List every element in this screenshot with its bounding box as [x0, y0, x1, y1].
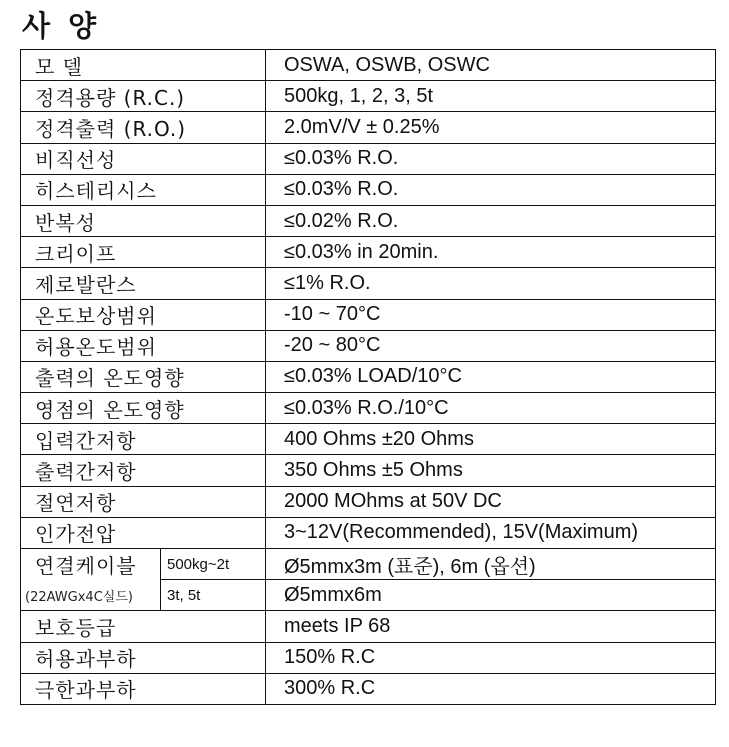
- table-row: [21, 673, 716, 704]
- spec-value: -10 ~ 70°C: [266, 299, 716, 330]
- spec-value: meets IP 68: [266, 611, 716, 642]
- table-row: [21, 112, 716, 143]
- spec-value: ≤0.03% in 20min.: [266, 237, 716, 268]
- spec-value: ≤0.03% R.O./10°C: [266, 393, 716, 424]
- spec-table: [20, 49, 716, 705]
- spec-label: 인가전압: [21, 517, 266, 548]
- table-row: [21, 299, 716, 330]
- spec-label: 히스테리시스: [21, 174, 266, 205]
- table-row: [21, 549, 716, 580]
- cable-capacity: 3t, 5t: [161, 580, 266, 611]
- spec-value: 350 Ohms ±5 Ohms: [266, 455, 716, 486]
- table-row: [21, 237, 716, 268]
- table-row: [21, 486, 716, 517]
- spec-value: ≤0.03% R.O.: [266, 143, 716, 174]
- table-row: [21, 611, 716, 642]
- spec-label: 보호등급: [21, 611, 266, 642]
- cable-value: Ø5mmx6m: [266, 580, 716, 611]
- spec-value: 3~12V(Recommended), 15V(Maximum): [266, 517, 716, 548]
- spec-label: 극한과부하: [21, 673, 266, 704]
- spec-label: 허용온도범위: [21, 330, 266, 361]
- table-row: [21, 205, 716, 236]
- table-row: [21, 424, 716, 455]
- spec-value: 500kg, 1, 2, 3, 5t: [266, 81, 716, 112]
- page-title: 사 양: [22, 9, 101, 43]
- spec-value: ≤0.03% R.O.: [266, 174, 716, 205]
- spec-label: 허용과부하: [21, 642, 266, 673]
- spec-label: 영점의 온도영향: [21, 393, 266, 424]
- table-row: [21, 455, 716, 486]
- table-row: [21, 50, 716, 81]
- cable-capacity: 500kg~2t: [161, 549, 266, 580]
- spec-value: 300% R.C: [266, 673, 716, 704]
- spec-value: -20 ~ 80°C: [266, 330, 716, 361]
- table-row: [21, 393, 716, 424]
- spec-value: ≤0.03% LOAD/10°C: [266, 361, 716, 392]
- table-row: [21, 143, 716, 174]
- cable-value: Ø5mmx3m (표준), 6m (옵션): [266, 549, 716, 580]
- spec-value: ≤0.02% R.O.: [266, 205, 716, 236]
- spec-value: OSWA, OSWB, OSWC: [266, 50, 716, 81]
- spec-value: ≤1% R.O.: [266, 268, 716, 299]
- spec-label: 비직선성: [21, 143, 266, 174]
- table-row: [21, 580, 716, 611]
- spec-label: 제로발란스: [21, 268, 266, 299]
- table-row: [21, 81, 716, 112]
- table-row: [21, 330, 716, 361]
- spec-label: 출력간저항: [21, 455, 266, 486]
- spec-label: 반복성: [21, 205, 266, 236]
- cable-sublabel: (22AWGx4C실드): [21, 580, 161, 611]
- spec-label: 정격출력 (R.O.): [21, 112, 266, 143]
- spec-label: 모 델: [21, 50, 266, 81]
- spec-label: 크리이프: [21, 237, 266, 268]
- spec-value: 400 Ohms ±20 Ohms: [266, 424, 716, 455]
- spec-label: 입력간저항: [21, 424, 266, 455]
- spec-label: 절연저항: [21, 486, 266, 517]
- spec-label: 정격용량 (R.C.): [21, 81, 266, 112]
- spec-label: 온도보상범위: [21, 299, 266, 330]
- table-row: [21, 174, 716, 205]
- table-row: [21, 642, 716, 673]
- table-row: [21, 361, 716, 392]
- spec-value: 150% R.C: [266, 642, 716, 673]
- spec-value: 2.0mV/V ± 0.25%: [266, 112, 716, 143]
- spec-value: 2000 MOhms at 50V DC: [266, 486, 716, 517]
- cable-label: 연결케이블: [21, 549, 161, 580]
- spec-label: 출력의 온도영향: [21, 361, 266, 392]
- table-row: [21, 268, 716, 299]
- table-row: [21, 517, 716, 548]
